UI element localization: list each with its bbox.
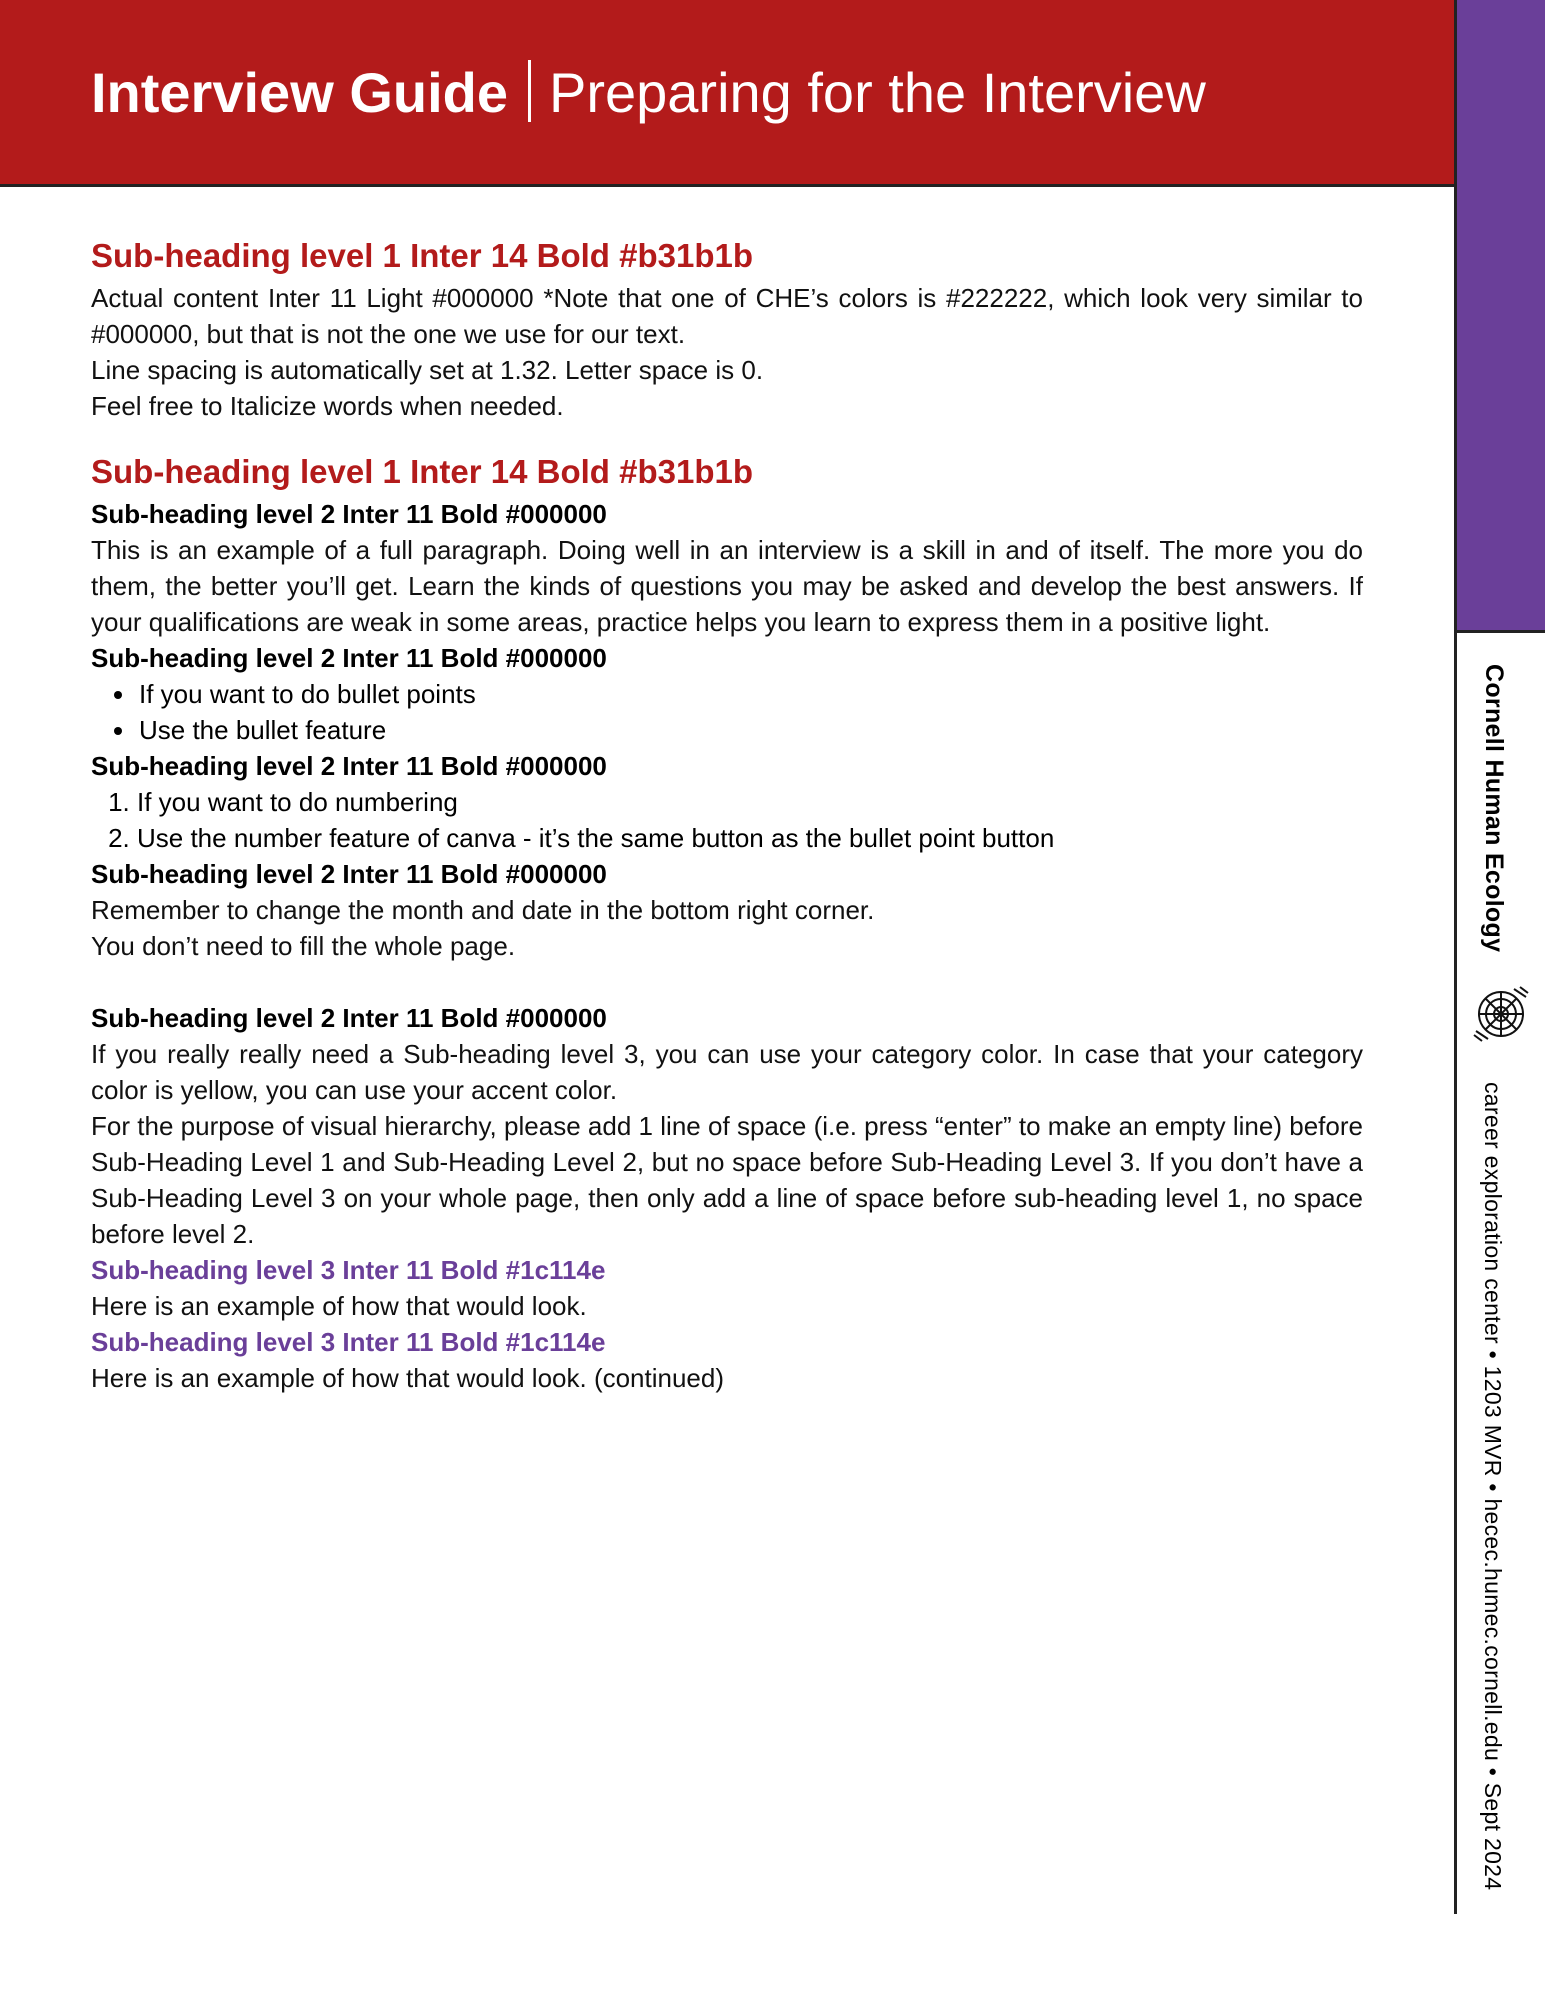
body-text: You don’t need to fill the whole page. <box>91 931 516 961</box>
page-title <box>91 58 1206 128</box>
numbered-item: 1. If you want to do numbering <box>137 784 1363 820</box>
sidebar-accent-block <box>1457 0 1545 630</box>
header-banner <box>0 0 1454 187</box>
title-divider <box>528 60 531 122</box>
subheading-level-2: Sub-heading level 2 Inter 11 Bold #000000 <box>91 751 607 781</box>
subheading-level-2: Sub-heading level 2 Inter 11 Bold #000000 <box>91 643 607 673</box>
paragraph: For the purpose of visual hierarchy, please add 1 line of space (i.e. press “enter” to make an empty line) before Sub-Heading Level 1 and Sub-Heading Level 2, but no space before Sub-Heading Level 3. If you don’t have a Sub-Heading Level 3 on your whole page, then only add a line of space before sub-heading level 1, no space before level 2. <box>91 1111 1363 1249</box>
cornell-seal-icon <box>1470 983 1532 1045</box>
body-text: Here is an example of how that would look. (continued) <box>91 1363 725 1393</box>
body-text: Line spacing is automatically set at 1.32. Letter space is 0. <box>91 355 764 385</box>
body-text: Remember to change the month and date in the bottom right corner. <box>91 895 875 925</box>
title-subtitle: Preparing for the Interview <box>549 61 1206 124</box>
bullet-list <box>91 676 1363 748</box>
spacer <box>91 964 1363 1000</box>
paragraph: This is an example of a full paragraph. Doing well in an interview is a skill in and of itself. The more you do them, the better you’ll get. Learn the kinds of questions you may be asked and develop the best answers. If your qualifications are weak in some areas, practice helps you learn to express them in a positive light. <box>91 535 1363 637</box>
sidebar-contact-info: career exploration center • 1203 MVR • hecec.humec.cornell.edu • Sept 2024 <box>1480 1082 1506 1891</box>
sidebar-rule <box>1454 0 1457 1914</box>
subheading-level-2: Sub-heading level 2 Inter 11 Bold #000000 <box>91 499 607 529</box>
paragraph: If you really really need a Sub-heading level 3, you can use your category color. In case that your category color is yellow, you can use your accent color. <box>91 1039 1363 1105</box>
subheading-level-1: Sub-heading level 1 Inter 14 Bold #b31b1b <box>91 453 753 490</box>
numbered-item: 2. Use the number feature of canva - it’s the same button as the bullet point button <box>137 820 1363 856</box>
subheading-level-1: Sub-heading level 1 Inter 14 Bold #b31b1b <box>91 237 753 274</box>
spacer <box>91 424 1363 448</box>
title-bold: Interview Guide <box>91 61 508 124</box>
body-text: Actual content Inter 11 Light #000000 *Note that one of CHE’s colors is #222222, which look very similar to #000000, but that is not the one we use for our text. <box>91 283 1363 349</box>
bullet-item: • Use the bullet feature <box>137 712 1363 748</box>
bullet-item: • If you want to do bullet points <box>137 676 1363 712</box>
subheading-level-2: Sub-heading level 2 Inter 11 Bold #000000 <box>91 859 607 889</box>
subheading-level-3: Sub-heading level 3 Inter 11 Bold #1c114e <box>91 1327 606 1357</box>
sidebar-brand: Cornell Human Ecology <box>1480 664 1508 953</box>
body-text: Feel free to Italicize words when needed. <box>91 391 564 421</box>
sidebar-accent-divider <box>1457 630 1545 633</box>
subheading-level-3: Sub-heading level 3 Inter 11 Bold #1c114e <box>91 1255 606 1285</box>
main-content <box>91 232 1363 1396</box>
subheading-level-2: Sub-heading level 2 Inter 11 Bold #000000 <box>91 1003 607 1033</box>
numbered-list <box>91 784 1363 856</box>
body-text: Here is an example of how that would look. <box>91 1291 587 1321</box>
